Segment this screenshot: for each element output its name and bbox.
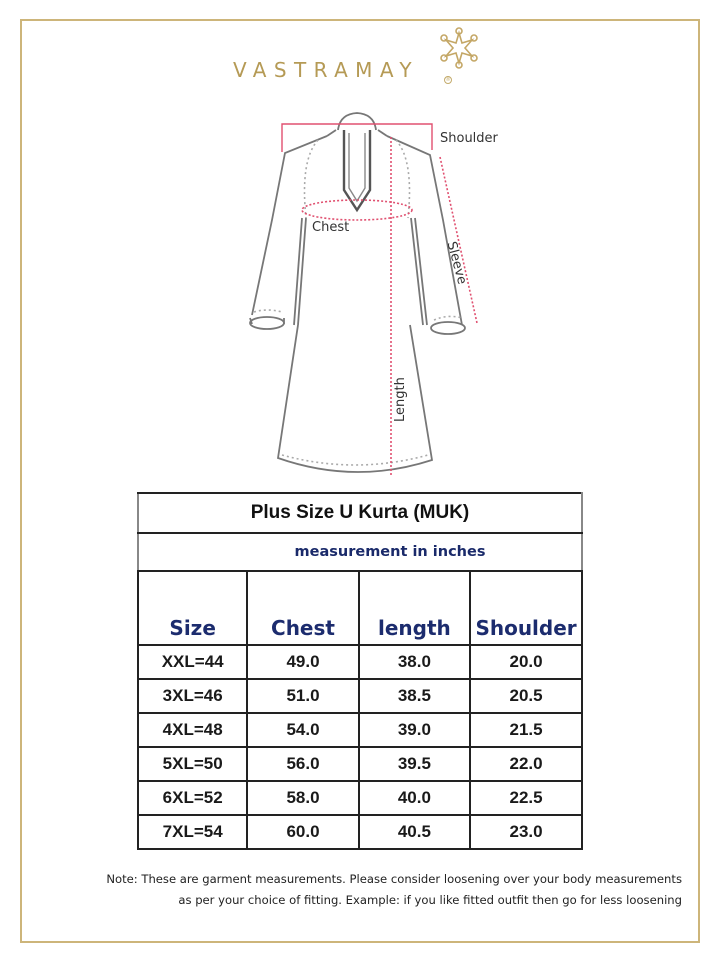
fit-note	[30, 869, 682, 911]
length-cell: 38.0	[359, 645, 470, 679]
table-row	[138, 679, 582, 713]
column-header-size: Size	[138, 571, 247, 645]
size-cell: 3XL=46	[138, 679, 247, 713]
column-header-chest: Chest	[247, 571, 358, 645]
column-header-length: length	[359, 571, 470, 645]
chest-cell: 56.0	[247, 747, 358, 781]
table-subtitle: measurement in inches	[138, 533, 582, 571]
size-cell: 7XL=54	[138, 815, 247, 849]
table-title: Plus Size U Kurta (MUK)	[138, 493, 582, 533]
size-cell: XXL=44	[138, 645, 247, 679]
length-label: Length	[393, 377, 408, 422]
kurta-measurement-diagram	[230, 100, 520, 480]
table-row	[138, 713, 582, 747]
shoulder-cell: 22.0	[470, 747, 582, 781]
chest-cell: 58.0	[247, 781, 358, 815]
size-cell: 5XL=50	[138, 747, 247, 781]
brand-logo-icon	[438, 27, 480, 69]
sleeve-label: Sleeve	[443, 240, 470, 286]
chest-cell: 51.0	[247, 679, 358, 713]
table-row	[138, 781, 582, 815]
registered-mark: ®	[445, 77, 451, 83]
column-header-shoulder: Shoulder	[470, 571, 582, 645]
kurta-outline-icon	[230, 100, 520, 480]
note-line-2: as per your choice of fitting. Example: if you like fitted outfit then go for less loosening	[178, 893, 682, 907]
table-header-row	[138, 571, 582, 645]
size-chart-table	[137, 492, 583, 850]
length-cell: 40.0	[359, 781, 470, 815]
chest-cell: 60.0	[247, 815, 358, 849]
shoulder-cell: 23.0	[470, 815, 582, 849]
table-row	[138, 747, 582, 781]
shoulder-cell: 21.5	[470, 713, 582, 747]
size-cell: 6XL=52	[138, 781, 247, 815]
table-row	[138, 815, 582, 849]
length-cell: 39.0	[359, 713, 470, 747]
note-line-1: Note: These are garment measurements. Please consider loosening over your body measurements	[106, 872, 682, 886]
length-cell: 39.5	[359, 747, 470, 781]
length-cell: 40.5	[359, 815, 470, 849]
shoulder-cell: 20.5	[470, 679, 582, 713]
shoulder-cell: 22.5	[470, 781, 582, 815]
table-row	[138, 645, 582, 679]
shoulder-cell: 20.0	[470, 645, 582, 679]
chest-cell: 49.0	[247, 645, 358, 679]
brand-wordmark: VASTRAMAY	[233, 58, 419, 82]
length-cell: 38.5	[359, 679, 470, 713]
size-cell: 4XL=48	[138, 713, 247, 747]
chest-label: Chest	[312, 220, 350, 235]
chest-cell: 54.0	[247, 713, 358, 747]
shoulder-label: Shoulder	[440, 131, 498, 146]
